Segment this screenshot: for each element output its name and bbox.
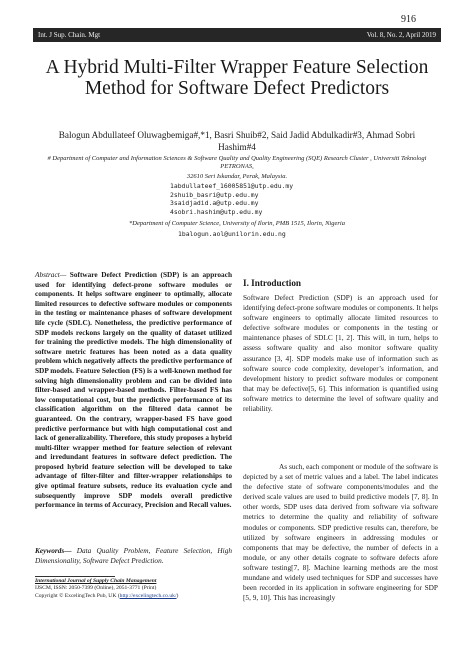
footnote-copyright-line	[35, 593, 235, 600]
intro-paragraph-1: Software Defect Prediction (SDP) is an approach used for identifying defect-prone software modules or components. It helps software engineers to optimally allocate limited resources to defective software modules or components in the testing or maintenance phases of SDLC [1, 2]. This will, in turn, helps to assess software quality and also monitor software quality assurance [3, 4]. SDP models make use of information such as software source code complexity, developer’s information, and development history to predict software modules or component that may be defective[5, 6]. This information is quantified using software metrics to determine the level of software quality and reliability.	[243, 293, 438, 414]
email-item: 1abdullateef_16005851@utp.edu.my	[170, 182, 294, 190]
footnote-issn: IJSCM, ISSN: 2050-7399 (Online), 2051-3771 (Print)	[35, 585, 157, 592]
running-header	[33, 28, 441, 42]
email-item: 4sobri.hashim@utp.edu.my	[170, 207, 263, 216]
footnote-divider	[35, 576, 115, 577]
email-item: 2shuib_basri@utp.edu.my	[170, 190, 259, 199]
intro-paragraph-2: As such, each component or module of the software is depicted by a set of metric values and a label. The label indicates the defective state of software components/modules and the derived scale values are used to build predictive models [7, 8]. In other words, SDP uses data derived from software via software metrics to determine the quality and reliability of software modules or components. SDP predictive results can, therefore, be utilized by software engineers in addressing modules or components that may be defective, the number of defects in a module, or any other details cognate to software defects afore software testing[7, 8]. Machine learning methods are the most mundane and widely used techniques for SDP and successes have been recorded in its application in software engineering for SDP [5, 9, 10]. This has increasingly	[243, 462, 438, 603]
affiliation-2: *Department of Computer Science, University of Ilorin, PMB 1515, Ilorin, Nigeria	[129, 220, 345, 227]
footnote-journal: International Journal of Supply Chain Management	[35, 578, 157, 584]
abstract-text: Software Defect Prediction (SDP) is an approach used for identifying defect-prone software modules or components. It helps software engineer to optimally, allocate limited resources to defective software modules or components in the testing or maintenance phases of software development life cycle (SDLC). Nonetheless, the predictive performance of SDP models reckons largely on the quality of dataset utilized for training the predictive models. The high dimensionality of software metric features has been noted as a data quality problem which negatively affects the predictive performance of SDP models. Feature Selection (FS) is a well-known method for solving high dimensionality problem and can be divided into filter-based and wrapper-based methods. Filter-based FS has low computational cost, but the predictive performance of its classification algorithm on the filtered data cannot be guaranteed. On the contrary, wrapper-based FS have good predictive performance but with high computational cost and lack of generalizability. Therefore, this study proposes a hybrid multi-filter wrapper method for feature selection of relevant and irredundant features in software defect prediction. The proposed hybrid feature selection will be developed to take advantage of filter-filter and filter-wrapper relationships to give optimal feature subsets, reduce its evaluation cycle and subsequently improve SDP models overall predictive performance in terms of Accuracy, Precision and Recall values.	[35, 270, 232, 510]
keywords-text: Data Quality Problem, Feature Selection, High Dimensionality, Software Defect Prediction.	[35, 546, 232, 565]
affiliation-1: # Department of Computer and Information Sciences & Software Quality and Quality Engineering (SQE) Research Cluster , Universiti Teknologi PETRONAS,	[47, 155, 427, 171]
affiliation-1-city: 32610 Seri Iskandar, Perak, Malaysia.	[186, 173, 288, 180]
journal-short-name: Int. J Sup. Chain. Mgt	[38, 31, 101, 39]
page-number: 916	[401, 14, 416, 25]
footnote	[35, 578, 235, 600]
email-list-1	[170, 182, 370, 216]
abstract	[35, 270, 232, 510]
publisher-link[interactable]: http://excelingtech.co.uk/	[119, 592, 177, 599]
volume-info: Vol. 8, No. 2, April 2019	[366, 31, 436, 39]
abstract-lead: Abstract—	[35, 270, 67, 279]
section-heading-introduction: I. Introduction	[243, 278, 302, 288]
footnote-close: )	[176, 592, 179, 599]
author-list: Balogun Abdullateef Oluwagbemiga#,*1, Basri Shuib#2, Said Jadid Abdulkadir#3, Ahmad Sobri Hashim#4	[58, 130, 416, 152]
keywords-lead: Keywords—	[35, 546, 72, 555]
keywords	[35, 546, 232, 565]
footnote-copyright: Copyright © ExcelingTech Pub, UK (	[35, 592, 120, 599]
email-2: 1balogun.aol@unilorin.edu.ng	[178, 230, 286, 238]
paper-title: A Hybrid Multi-Filter Wrapper Feature Selection Method for Software Defect Predictors	[45, 57, 429, 99]
email-item: 3saidjadid.a@utp.edu.my	[170, 199, 259, 207]
